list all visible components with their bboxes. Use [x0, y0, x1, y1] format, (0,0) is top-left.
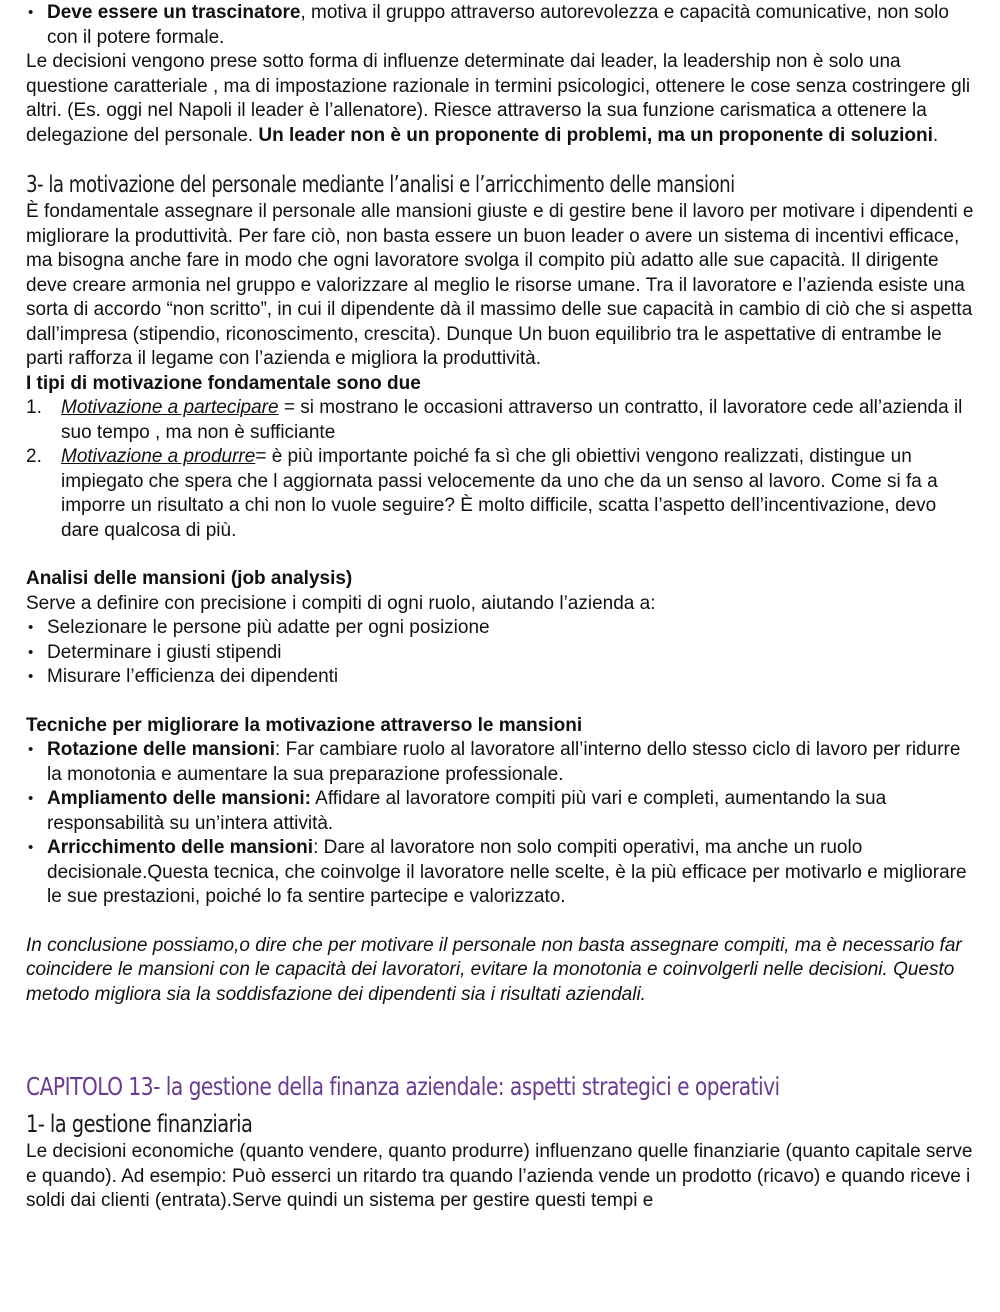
technique-name: Arricchimento delle mansioni	[47, 837, 314, 858]
job-analysis-list	[26, 616, 976, 690]
paragraph-bold-statement: Un leader non è un proponente di problemi, ma un proponente di soluzioni	[258, 124, 933, 146]
technique-description: : Far cambiare ruolo al lavoratore all’interno dello stesso ciclo di lavoro per ridurre la monotonia e aumentare la sua preparazione professionale.	[47, 739, 961, 785]
paragraph-text: Le decisioni vengono prese sotto forma di influenze determinate dai leader, la leadership non è solo una questione caratteriale , ma di impostazione razionale in termini psicologici, ottenere le cose senza costringere gli altri. (Es. oggi nel Napoli il leader è l’allenatore). Riesce attraverso la sua funzione carismatica a ottenere la delegazione del personale.	[26, 51, 971, 146]
list-item	[26, 738, 976, 787]
section-3-body: È fondamentale assegnare il personale alle mansioni giuste e di gestire bene il lavoro per motivare i dipendenti e migliorare la produttività. Per fare ciò, non basta essere un buon leader o avere un sistema di incentivi efficace, ma bisogna anche fare in modo che ogni lavoratore svolga il compito più adatto alle sue capacità. Il dirigente deve creare armonia nel gruppo e valorizzare al meglio le risorse umane. Tra il lavoratore e l’azienda esiste una sorta di accordo “non scritto”, in cui il dipendente dà il massimo delle sue capacità in cambio di ciò che si aspetta dall’impresa (stipendio, riconoscimento, crescita). Dunque Un buon equilibrio tra le aspettative di entrambe le parti rafforza il legame con l’azienda e migliora la produttività.	[26, 201, 974, 369]
technique-name: Rotazione delle mansioni	[47, 739, 276, 760]
bullet-bold-term: Deve essere un trascinatore	[47, 2, 301, 23]
job-analysis-intro: Serve a definire con precisione i compiti di ogni ruolo, aiutando l’azienda a:	[26, 592, 656, 614]
techniques-heading-text: Tecniche per migliorare la motivazione attraverso le mansioni	[26, 714, 583, 736]
chapter-13-subheading: 1- la gestione finanziaria	[26, 1110, 253, 1138]
list-item: • Determinare i giusti stipendi	[26, 641, 976, 666]
motivation-description: = si mostrano le occasioni attraverso un contratto, il lavoratore cede all’azienda il suo tempo , ma non è sufficiante	[61, 397, 963, 443]
list-item	[26, 836, 976, 910]
spacer	[26, 543, 976, 567]
motivation-description: = è più importante poiché fa sì che gli obiettivi vengono realizzati, distingue un impiegato che spera che l aggiornata passi velocemente da uno che da un senso al lavoro. Come si fa a imporre un risultato a chi non lo vuole seguire? È molto difficile, scatta l’aspetto dell’incentivazione, devo dare qualcosa di più.	[61, 446, 938, 541]
techniques-list	[26, 738, 976, 910]
technique-name: Ampliamento delle mansioni:	[47, 788, 311, 809]
motivation-types-heading-text: I tipi di motivazione fondamentale sono due	[26, 372, 421, 394]
list-number: 1.	[26, 397, 42, 418]
paragraph-end: .	[932, 124, 939, 146]
motivation-types-list	[26, 396, 976, 543]
spacer	[26, 910, 976, 934]
chapter-13-body: Le decisioni economiche (quanto vendere, quanto produrre) influenzano quelle finanziarie (quanto capitale serve e quando). Ad esempio: Può esserci un ritardo tra quando l’azienda vende un prodotto (ricavo) e quando riceve i soldi dai clienti (entrata).Serve quindi un sistema per gestire questi tempi e	[26, 1141, 973, 1211]
job-analysis-heading-text: Analisi delle mansioni (job analysis)	[26, 568, 353, 589]
bullet-text: , motiva il gruppo attraverso autorevolezza e capacità comunicative, non solo con il potere formale.	[47, 2, 949, 48]
document-page	[26, 1, 976, 1214]
list-item: • Misurare l’efficienza dei dipendenti	[26, 665, 976, 690]
technique-description: Affidare al lavoratore compiti più vari e completi, aumentando la sua responsabilità su un’intera attività.	[47, 788, 887, 834]
techniques-heading	[26, 714, 976, 739]
list-item	[26, 1, 976, 50]
conclusion-paragraph: In conclusione possiamo,o dire che per motivare il personale non basta assegnare compiti, ma è necessario far coincidere le mansioni con le capacità dei lavoratori, evitare la monotonia e coinvolgerli nelle decisioni. Questo metodo migliora sia la soddisfazione dei dipendenti sia i risultati aziendali.	[26, 934, 962, 1005]
list-item	[26, 396, 976, 445]
motivation-term: Motivazione a produrre	[61, 446, 256, 467]
list-item	[26, 445, 976, 543]
job-analysis-heading	[26, 567, 976, 592]
list-item	[26, 787, 976, 836]
list-item: • Selezionare le persone più adatte per ogni posizione	[26, 616, 976, 641]
leadership-paragraph	[26, 50, 976, 148]
motivation-term: Motivazione a partecipare	[61, 397, 279, 418]
chapter-13-heading: CAPITOLO 13- la gestione della finanza aziendale: aspetti strategici e operativi	[26, 1072, 780, 1101]
list-number: 2.	[26, 446, 42, 467]
spacer	[26, 690, 976, 714]
leader-traits-list	[26, 1, 976, 50]
technique-description: : Dare al lavoratore non solo compiti operativi, ma anche un ruolo decisionale.Questa tecnica, che coinvolge il lavoratore nelle scelte, è la più efficace per motivarlo e migliorare le sue prestazioni, poiché lo fa sentire partecipe e valorizzato.	[47, 837, 967, 907]
motivation-types-heading	[26, 372, 976, 397]
section-3-heading: 3- la motivazione del personale mediante l’analisi e l’arricchimento delle mansioni	[26, 172, 735, 198]
